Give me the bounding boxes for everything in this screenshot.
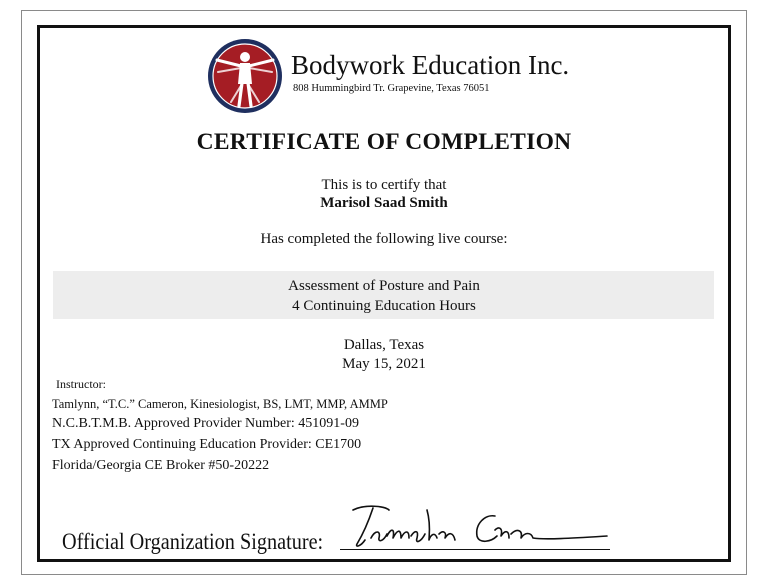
organization-address: 808 Hummingbird Tr. Grapevine, Texas 76051 (293, 83, 490, 94)
certify-statement: This is to certify that (321, 177, 447, 193)
course-date: May 15, 2021 (342, 356, 426, 372)
instructor-label: Instructor: (56, 377, 106, 391)
instructor-name: Tamlynn, “T.C.” Cameron, Kinesiologist, BS, LMT, MMP, AMMP (52, 397, 388, 411)
course-name: Assessment of Posture and Pain (288, 278, 480, 294)
recipient-name: Marisol Saad Smith (320, 195, 448, 211)
vitruvian-man-logo-icon (207, 38, 283, 114)
course-hours: 4 Continuing Education Hours (292, 298, 476, 314)
signature-line (340, 549, 610, 550)
ce-broker-number: Florida/Georgia CE Broker #50-20222 (52, 458, 270, 473)
organization-name: Bodywork Education Inc. (291, 50, 570, 80)
completion-statement: Has completed the following live course: (260, 231, 508, 247)
course-location: Dallas, Texas (343, 337, 425, 353)
ncbtmb-provider-number: N.C.B.T.M.B. Approved Provider Number: 451091-09 (52, 416, 359, 431)
tx-provider-number: TX Approved Continuing Education Provider: CE1700 (52, 437, 362, 452)
certificate-title: CERTIFICATE OF COMPLETION (196, 129, 572, 155)
signature-label: Official Organization Signature: (62, 529, 324, 554)
handwritten-signature (345, 500, 615, 556)
